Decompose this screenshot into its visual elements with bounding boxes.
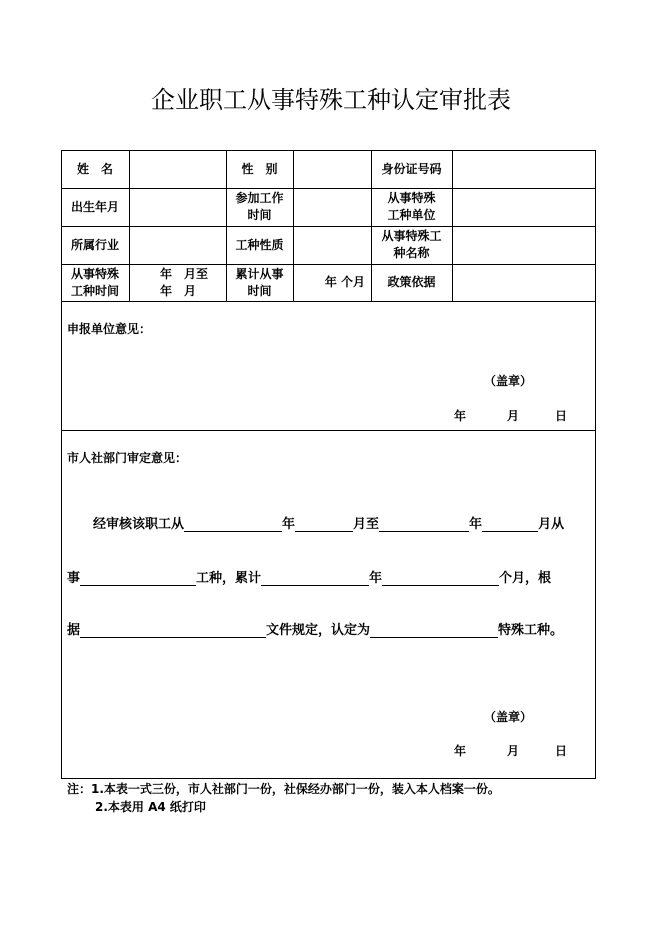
special-work-unit-field[interactable] [453,189,595,226]
applicant-month: 月 [507,409,520,423]
label-line: 工种时间 [70,283,119,298]
birth-date-field[interactable] [130,189,226,226]
review-line-2 [67,568,551,586]
review-day: 日 [555,744,568,758]
work-start-field[interactable] [294,189,371,226]
text: 个月，根 [499,571,552,586]
label-line: 从事特殊 [70,266,119,281]
label-cumulative-time [226,264,293,301]
blank-total-years[interactable] [261,571,369,586]
label-line: 从事特殊 [387,191,436,205]
label-policy-basis: 政策依据 [387,275,436,289]
label-industry: 所属行业 [70,237,119,252]
row-divider [61,301,596,302]
name-field[interactable] [130,151,226,188]
review-year: 年 [454,744,467,758]
text: 事 [67,571,81,586]
blank-end-year[interactable] [379,517,469,532]
label-line: 从事特殊工 [381,229,442,243]
text: 工种，累计 [196,571,262,586]
blank-end-month[interactable] [482,517,538,532]
note-1: 注：1.本表一式三份，市人社部门一份，社保经办部门一份，装入本人档案一份。 [67,782,500,796]
blank-start-year[interactable] [184,517,282,532]
blank-total-months[interactable] [382,571,499,586]
label-birth-date: 出生年月 [70,199,119,214]
text: 年 [469,517,483,532]
text: 月从 [538,517,565,532]
label-special-work-unit [371,188,452,226]
blank-special-job[interactable] [370,623,498,638]
page-title: 企业职工从事特殊工种认定审批表 [151,86,511,114]
label-line: 时间 [247,208,272,222]
blank-document[interactable] [80,623,266,638]
policy-basis-field[interactable] [453,264,595,301]
label-job-nature: 工种性质 [235,237,284,252]
gender-field[interactable] [294,151,371,188]
label-id-number: 身份证号码 [381,161,442,176]
label-line: 工种单位 [387,208,436,222]
table-border [61,778,596,779]
special-work-period-field[interactable] [130,264,226,301]
applicant-seal: （盖章） [484,374,533,388]
blank-job[interactable] [80,571,196,586]
review-opinion-label: 市人社部门审定意见： [67,451,188,465]
applicant-opinion-label: 申报单位意见： [67,322,152,336]
text: 据 [67,623,81,638]
text: 特殊工种。 [498,623,564,638]
label-line: 参加工作 [235,191,284,205]
label-gender: 性 别 [241,161,278,176]
label-work-start [226,188,293,226]
text: 月至 [353,517,380,532]
label-line: 时间 [247,283,272,298]
applicant-year: 年 [454,409,467,423]
period-end: 年 月 [160,283,197,298]
review-line-1 [93,514,564,532]
note-2: 2.本表用 A4 纸打印 [95,800,206,814]
label-special-job-name [371,226,452,264]
review-line-3 [67,620,563,638]
period-start: 年 月至 [160,266,209,281]
text: 经审核该职工从 [93,517,185,532]
special-job-name-field[interactable] [453,227,595,264]
label-line: 种名称 [393,246,430,260]
applicant-day: 日 [555,409,568,423]
table-border [595,150,596,779]
label-line: 累计从事 [235,266,284,281]
id-number-field[interactable] [453,151,595,188]
job-nature-field[interactable] [294,227,371,264]
review-seal: （盖章） [484,710,533,724]
row-divider [61,430,596,431]
review-month: 月 [507,744,520,758]
text: 文件规定，认定为 [266,623,371,638]
cumulative-time-field[interactable]: 年 个月 [324,275,365,289]
label-special-work-period [61,264,129,301]
industry-field[interactable] [130,227,226,264]
text: 年 [369,571,383,586]
text: 年 [282,517,296,532]
label-name: 姓 名 [76,161,113,176]
blank-start-month[interactable] [295,517,353,532]
